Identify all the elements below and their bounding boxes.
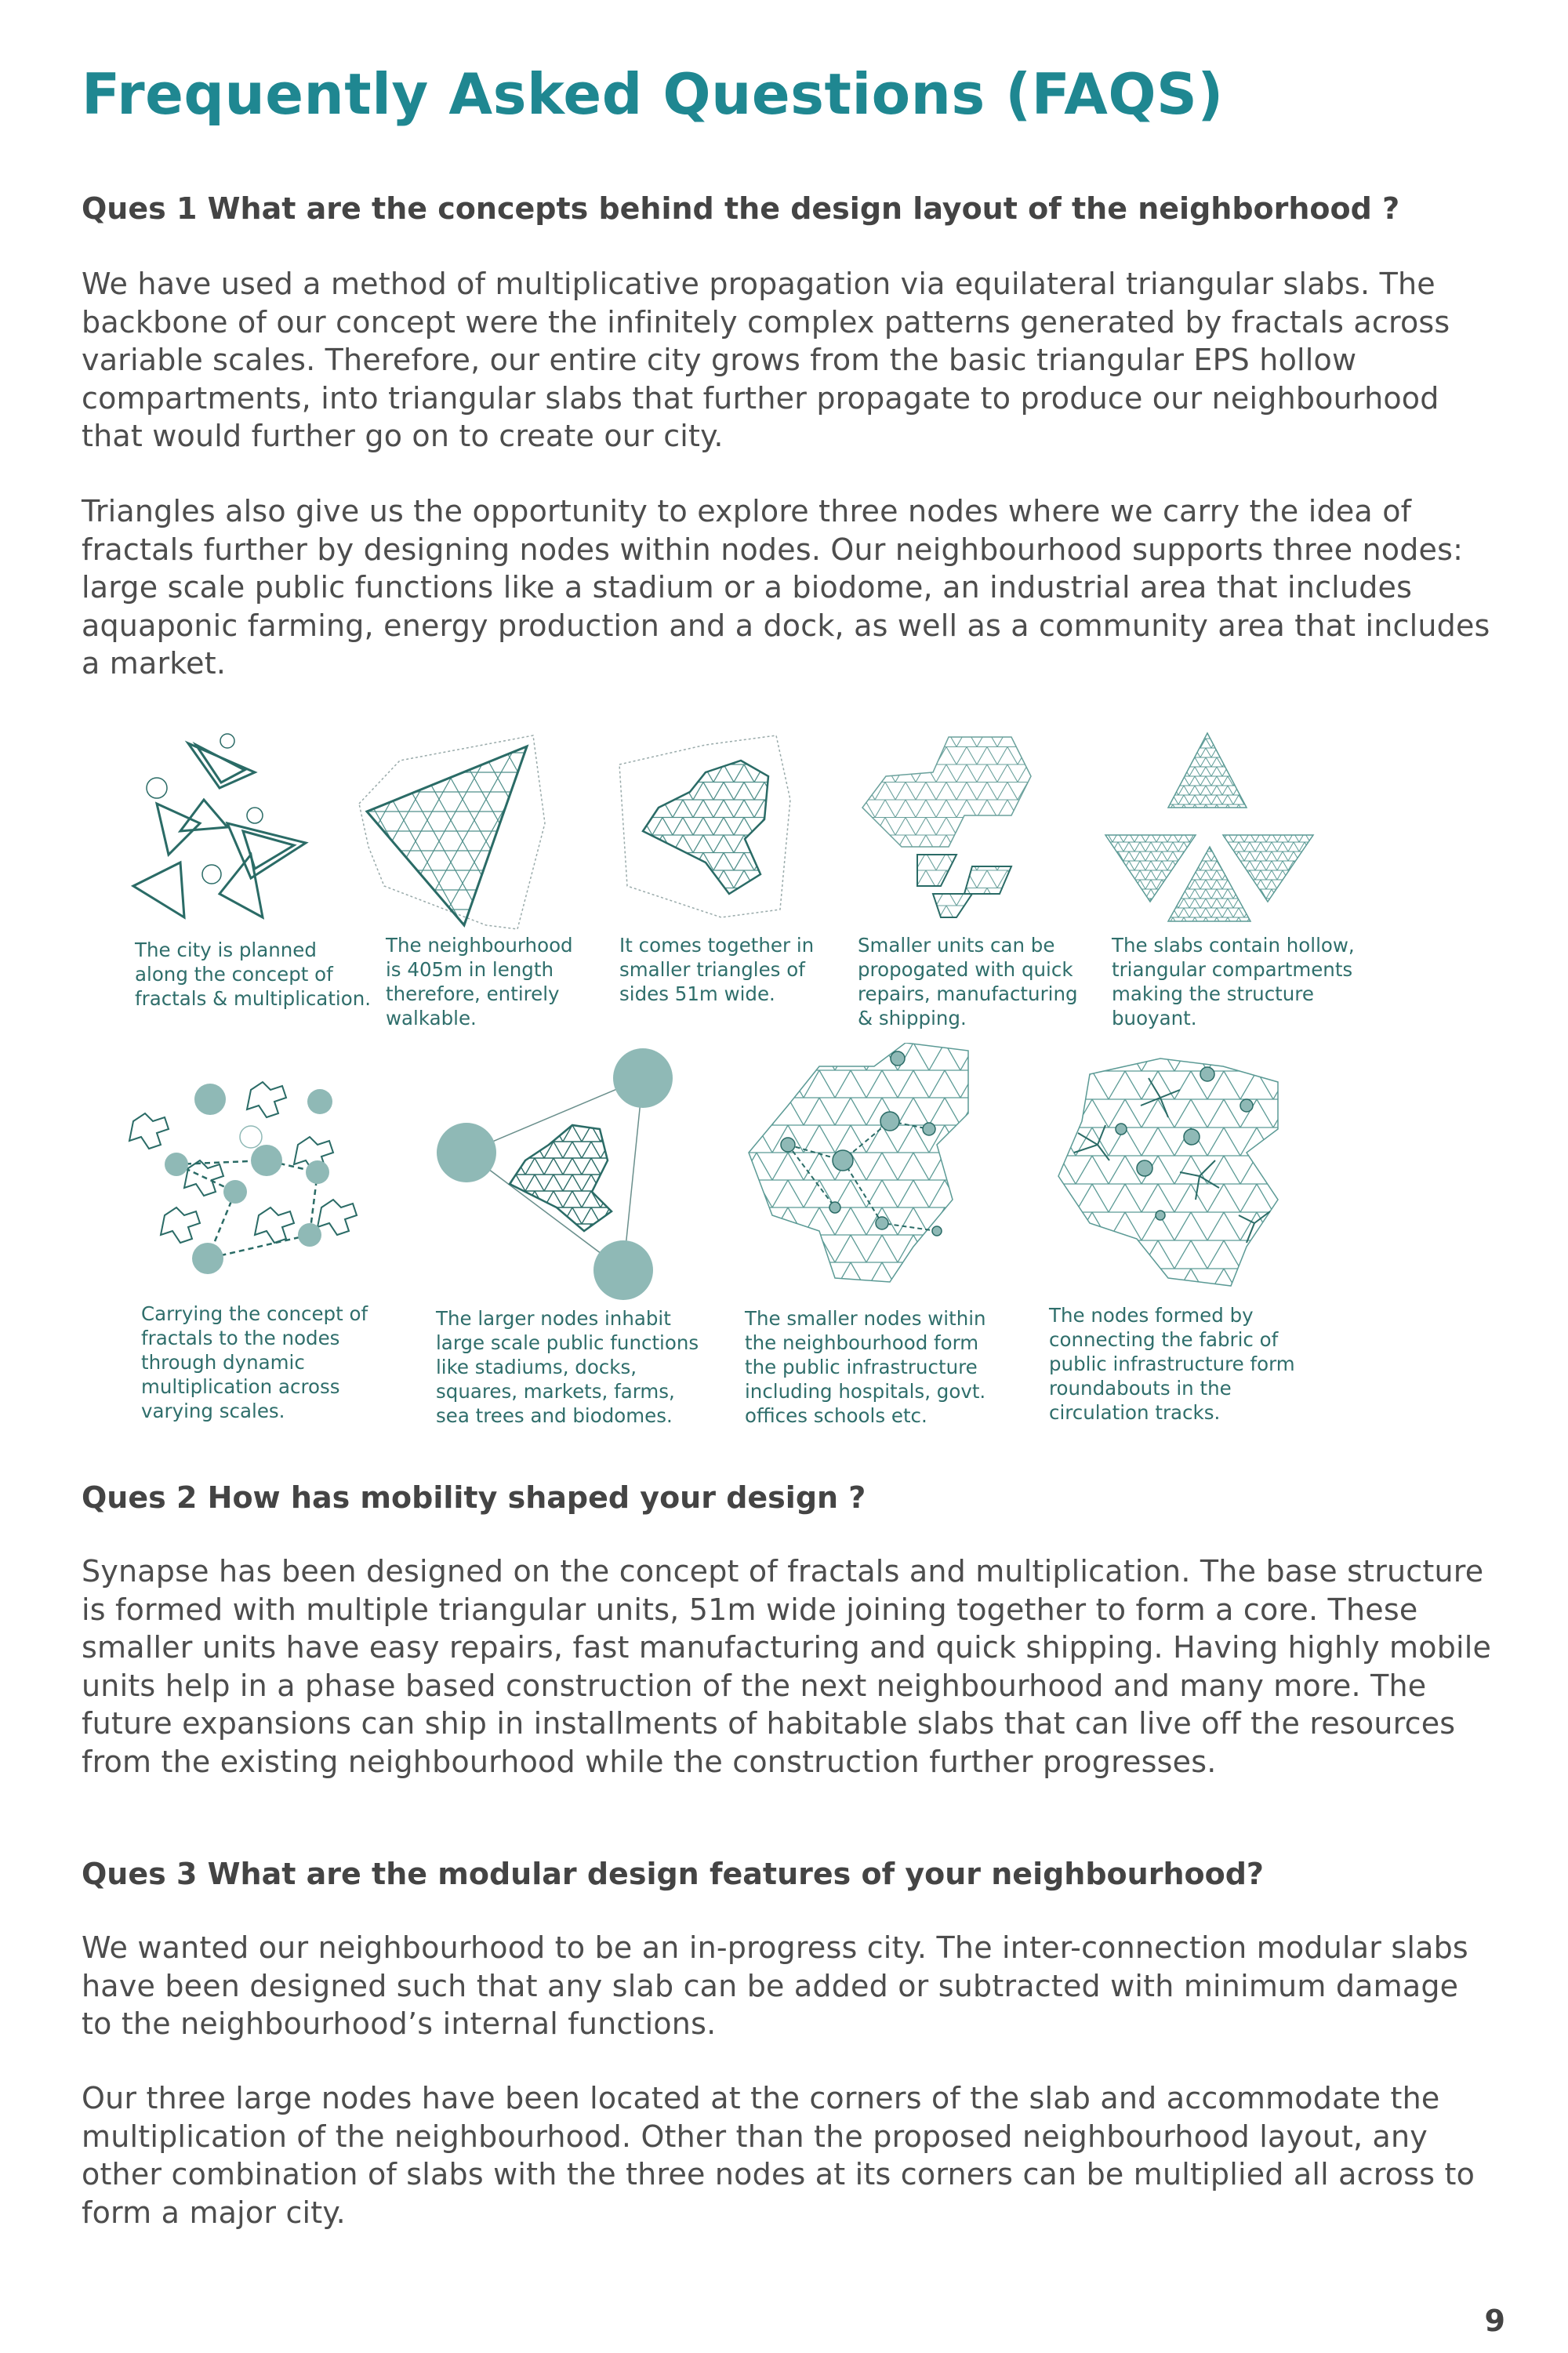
figure-hollow-compartments [1102,729,1321,925]
question-2-heading: Ques 2 How has mobility shaped your design ? [82,1480,866,1515]
figure-fractal-triangles [125,729,314,925]
question-3-heading: Ques 3 What are the modular design features of your neighbourhood? [82,1857,1264,1891]
page-number: 9 [1484,2304,1505,2338]
figure-caption-6: Carrying the concept of fractals to the nodes through dynamic multiplication across varying scales. [141,1302,368,1422]
figure-fractal-nodes [118,1074,376,1286]
page-title: Frequently Asked Questions (FAQS) [82,61,1224,127]
figure-caption-8: The smaller nodes within the neighbourhood form the public infrastructure including hospitals, govt. offices schools etc. [745,1307,986,1427]
figure-neighbourhood-triangle [353,729,549,933]
figure-caption-9: The nodes formed by connecting the fabric of public infrastructure form roundabouts in the circulation tracks. [1049,1304,1295,1424]
figure-caption-3: It comes together in smaller triangles of sides 51m wide. [619,934,815,1005]
question-3-paragraph-2: Our three large nodes have been located at the corners of the slab and accommodate the multiplication of the neighbourhood. Other than the proposed neighbourhood layout, any other combination of slabs with the three nodes at its corners can be multiplied all across to form a major city. [82,2081,1475,2230]
figure-caption-2: The neighbourhood is 405m in length therefore, entirely walkable. [386,934,573,1029]
figure-caption-1: The city is planned along the concept of fractals & multiplication. [135,939,372,1010]
figure-smaller-triangles [612,729,800,925]
question-1-paragraph-2: Triangles also give us the opportunity to explore three nodes where we carry the idea of fractals further by designing nodes within nodes. Our neighbourhood supports three nodes: large scale public functions like a stadium or a biodome, an industrial area that includes aquaponic farming, energy production and a dock, as well as a community area that includes a market. [82,494,1490,681]
question-1-heading: Ques 1 What are the concepts behind the design layout of the neighborhood ? [82,191,1400,226]
figure-caption-4: Smaller units can be propogated with quick repairs, manufacturing & shipping. [858,934,1078,1029]
figure-caption-5: The slabs contain hollow, triangular compartments making the structure buoyant. [1112,934,1355,1029]
figure-caption-7: The larger nodes inhabit large scale public functions like stadiums, docks, squares, markets, farms, sea trees and biodomes. [436,1307,699,1427]
figure-smaller-nodes [741,1043,976,1286]
figure-propagated-units [855,729,1043,925]
question-1-paragraph-1: We have used a method of multiplicative propagation via equilateral triangular slabs. The backbone of our concept were the infinitely complex patterns generated by fractals across variable scales. Therefore, our entire city grows from the basic triangular EPS hollow compartments, into triangular slabs that further propagate to produce our neighbourhood that would further go on to create our city. [82,267,1450,453]
question-2-paragraph-1: Synapse has been designed on the concept of fractals and multiplication. The base structure is formed with multiple triangular units, 51m wide joining together to form a core. These smaller units have easy repairs, fast manufacturing and quick shipping. Having highly mobile units help in a phase based construction of the next neighbourhood and many more. The future expansions can ship in installments of habitable slabs that can live off the resources from the existing neighbourhood while the construction further progresses. [82,1554,1492,1779]
figure-roundabout-nodes [1043,1043,1294,1294]
question-3-paragraph-1: We wanted our neighbourhood to be an in-progress city. The inter-connection modular slabs have been designed such that any slab can be added or subtracted with minimum damage to the neighbourhood’s internal functions. [82,1930,1468,2041]
figure-large-nodes [431,1043,690,1302]
